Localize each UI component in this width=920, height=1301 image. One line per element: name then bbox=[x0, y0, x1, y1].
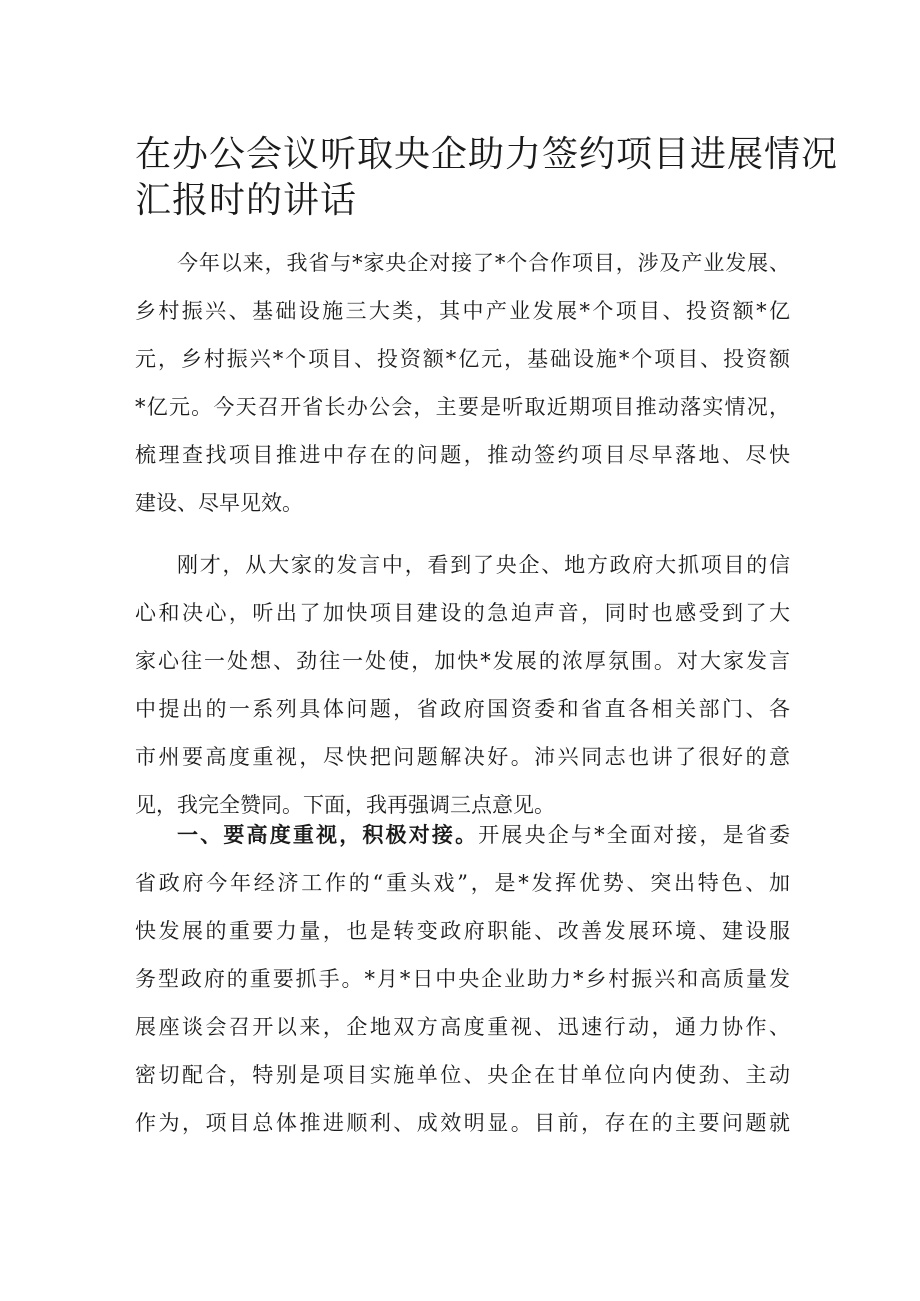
paragraph-line: 今年以来，我省与*家央企对接了*个合作项目，涉及产业发展、 bbox=[177, 251, 790, 275]
paragraph-line: 市州要高度重视，尽快把问题解决好。沛兴同志也讲了很好的意 bbox=[135, 745, 790, 769]
paragraph-1 bbox=[135, 239, 790, 527]
section-heading: 一、要高度重视，积极对接。 bbox=[177, 823, 479, 847]
paragraph-line bbox=[135, 811, 790, 859]
paragraph-text: 开展央企与*全面对接，是省委 bbox=[478, 823, 790, 847]
paragraph-line: 务型政府的重要抓手。*月*日中央企业助力*乡村振兴和高质量发 bbox=[135, 967, 790, 991]
paragraph-2 bbox=[135, 541, 790, 829]
paragraph-line: 心和决心，听出了加快项目建设的急迫声音，同时也感受到了大 bbox=[135, 601, 790, 625]
title-line-2: 汇报时的讲话 bbox=[135, 180, 358, 221]
paragraph-line: 作为，项目总体推进顺利、成效明显。目前，存在的主要问题就 bbox=[135, 1111, 790, 1135]
paragraph-line: 刚才，从大家的发言中，看到了央企、地方政府大抓项目的信 bbox=[177, 553, 790, 577]
paragraph-3 bbox=[135, 811, 790, 1147]
paragraph-line: 建设、尽早见效。 bbox=[135, 491, 303, 515]
paragraph-line: *亿元。今天召开省长办公会，主要是听取近期项目推动落实情况， bbox=[135, 395, 790, 419]
paragraph-line: 快发展的重要力量，也是转变政府职能、改善发展环境、建设服 bbox=[135, 919, 790, 943]
paragraph-line: 元，乡村振兴*个项目、投资额*亿元，基础设施*个项目、投资额 bbox=[135, 347, 790, 371]
paragraph-line: 家心往一处想、劲往一处使，加快*发展的浓厚氛围。对大家发言 bbox=[135, 649, 790, 673]
paragraph-line: 乡村振兴、基础设施三大类，其中产业发展*个项目、投资额*亿 bbox=[135, 299, 790, 323]
paragraph-line: 见，我完全赞同。下面，我再强调三点意见。 bbox=[135, 793, 555, 817]
paragraph-line: 省政府今年经济工作的“重头戏”，是*发挥优势、突出特色、加 bbox=[135, 871, 790, 895]
paragraph-line: 梳理查找项目推进中存在的问题，推动签约项目尽早落地、尽快 bbox=[135, 443, 790, 467]
paragraph-line: 展座谈会召开以来，企地双方高度重视、迅速行动，通力协作、 bbox=[135, 1015, 790, 1039]
title-line-1: 在办公会议听取央企助力签约项目进展情况 bbox=[135, 134, 839, 175]
paragraph-line: 密切配合，特别是项目实施单位、央企在甘单位向内使劲、主动 bbox=[135, 1063, 790, 1087]
paragraph-line: 中提出的一系列具体问题，省政府国资委和省直各相关部门、各 bbox=[135, 697, 790, 721]
page-title bbox=[135, 132, 839, 224]
